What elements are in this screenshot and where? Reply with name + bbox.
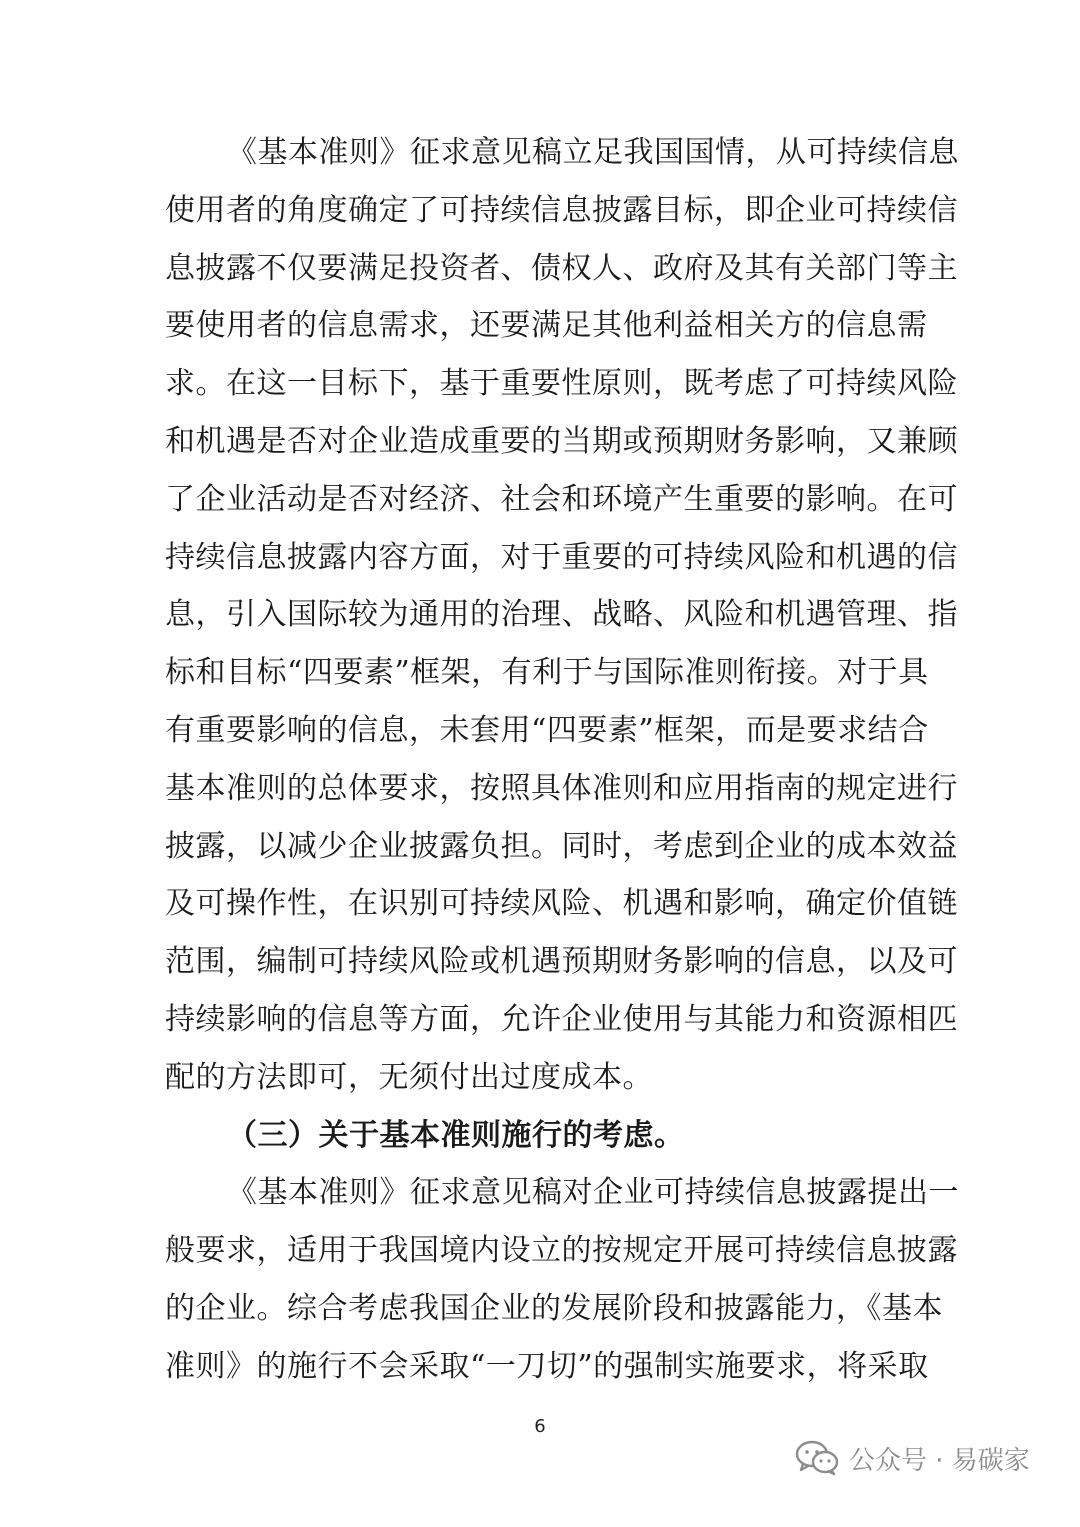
text-line: 《基本准则》征求意见稿立足我国国情，从可持续信息 [227,135,959,170]
watermark [795,1436,1030,1480]
text-line: 和机遇是否对企业造成重要的当期或预期财务影响，又兼顾 [165,423,958,459]
text-line: 配的方法即可，无须付出过度成本。 [165,1059,653,1095]
text-line: 披露，以减少企业披露负担。同时，考虑到企业的成本效益 [165,828,958,864]
text-line: 求。在这一目标下，基于重要性原则，既考虑了可持续风险 [165,366,958,402]
watermark-text: 公众号 · 易碳家 [849,1445,1030,1476]
wechat-icon [795,1440,839,1476]
text-line: 及可操作性，在识别可持续风险、机遇和影响，确定价值链 [165,886,958,922]
text-line: 的企业。综合考虑我国企业的发展阶段和披露能力，《基本 [165,1290,943,1326]
text-line: 息披露不仅要满足投资者、债权人、政府及其有关部门等主 [165,250,958,286]
text-line: 了企业活动是否对经济、社会和环境产生重要的影响。在可 [165,481,958,517]
text-line: 要使用者的信息需求，还要满足其他利益相关方的信息需 [165,308,928,344]
body-text [165,124,959,1396]
text-line: 标和目标“四要素”框架，有利于与国际准则衔接。对于具 [165,655,929,691]
text-line: 有重要影响的信息，未套用“四要素”框架，而是要求结合 [165,712,929,748]
page-number: 6 [534,1416,546,1437]
section-heading: （三）关于基本准则施行的考虑。 [227,1117,685,1153]
text-line: 范围，编制可持续风险或机遇预期财务影响的信息，以及可 [165,944,958,980]
text-line: 准则》的施行不会采取“一刀切”的强制实施要求，将采取 [165,1348,929,1384]
text-line: 息，引入国际较为通用的治理、战略、风险和机遇管理、指 [165,597,958,633]
text-line: 使用者的角度确定了可持续信息披露目标，即企业可持续信 [165,192,958,228]
text-line: 般要求，适用于我国境内设立的按规定开展可持续信息披露 [165,1233,958,1269]
text-line: 持续影响的信息等方面，允许企业使用与其能力和资源相匹 [165,1001,958,1037]
text-line: 《基本准则》征求意见稿对企业可持续信息披露提出一 [227,1175,959,1211]
text-line: 持续信息披露内容方面，对于重要的可持续风险和机遇的信 [165,539,958,575]
text-line: 基本准则的总体要求，按照具体准则和应用指南的规定进行 [165,770,958,806]
